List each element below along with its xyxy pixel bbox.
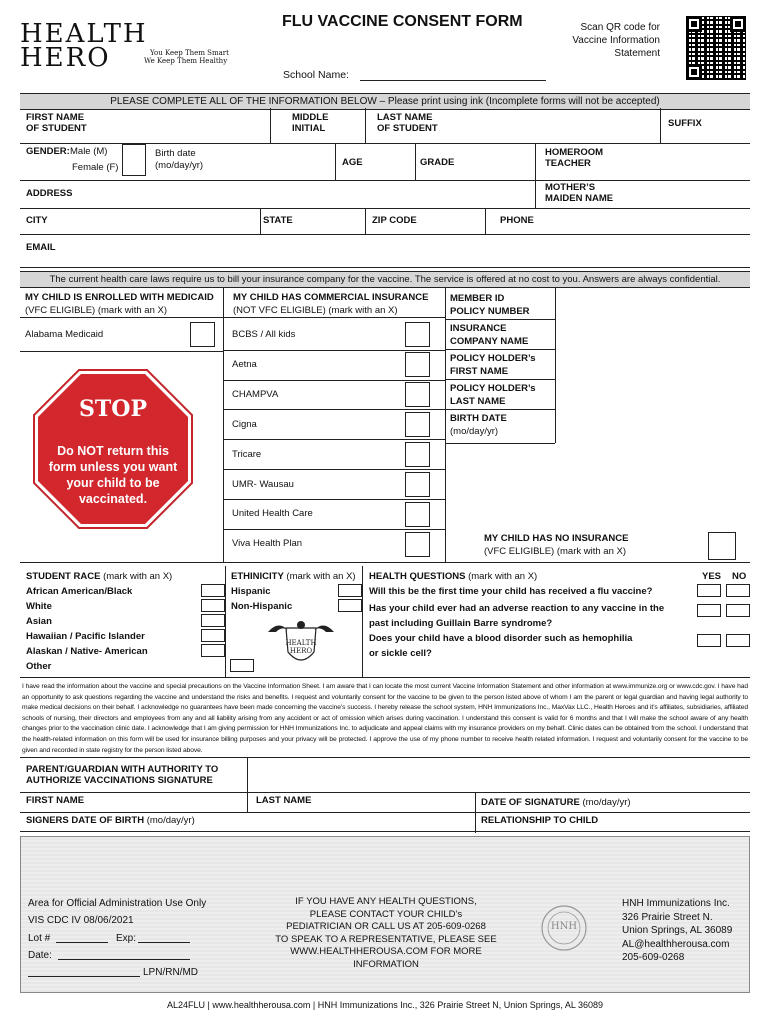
stop-message: Do NOT return this form unless you want your child to be vaccinated. <box>48 444 178 506</box>
commercial-option-viva: Viva Health Plan <box>232 538 303 549</box>
gender-label: GENDER: <box>26 146 70 157</box>
logo-line-2: HERO <box>20 43 111 73</box>
zip-code-label: ZIP CODE <box>372 215 417 226</box>
address-input[interactable] <box>80 182 530 208</box>
city-label: CITY <box>26 215 48 226</box>
commercial-option-tricare: Tricare <box>232 449 262 460</box>
no-insurance-subheading: (VFC ELIGIBLE) (mark with an X) <box>484 546 627 557</box>
commercial-heading: MY CHILD HAS COMMERCIAL INSURANCE <box>233 292 429 303</box>
commercial-option-united: United Health Care <box>232 508 313 519</box>
commercial-option-champva: CHAMPVA <box>232 389 279 400</box>
health-hero-emblem-icon <box>262 618 340 672</box>
race-option-other: Other <box>26 661 52 672</box>
first-name-label: FIRST NAME OF STUDENT <box>26 112 87 134</box>
policy-holder-first-label: POLICY HOLDER’s FIRST NAME <box>450 353 536 377</box>
hnh-seal-icon <box>540 904 588 952</box>
race-option-asian: Asian <box>26 616 52 627</box>
gender-female-label: Female (F) <box>72 162 119 173</box>
lot-label: Lot # <box>28 933 51 944</box>
company-street: 326 Prairie Street N. <box>622 911 713 923</box>
admin-date-field[interactable] <box>58 959 190 960</box>
health-question-1: Will this be the first time your child has received a flu vaccine? <box>369 586 653 597</box>
race-heading: STUDENT RACE (mark with an X) <box>26 571 173 582</box>
footer: AL24FLU | www.healthherousa.com | HNH Immunizations Inc., 326 Prairie Street N, Union Springs, AL 36089 <box>166 1000 604 1010</box>
member-fields-input-area[interactable] <box>555 287 750 443</box>
race-checkbox-alaskan[interactable] <box>201 644 225 657</box>
commercial-checkbox-champva[interactable] <box>405 382 430 407</box>
health-q1-yes-checkbox[interactable] <box>697 584 721 597</box>
gender-checkbox[interactable] <box>122 144 146 176</box>
commercial-option-bcbs: BCBS / All kids <box>232 329 296 340</box>
stop-sign-icon <box>32 368 194 530</box>
health-q2-no-checkbox[interactable] <box>726 604 750 617</box>
exp-label: Exp: <box>116 933 137 944</box>
commercial-option-cigna: Cigna <box>232 419 257 430</box>
stop-title: STOP <box>79 396 147 422</box>
school-name-field[interactable] <box>360 80 546 81</box>
health-questions-heading: HEALTH QUESTIONS (mark with an X) <box>369 571 538 582</box>
race-option-alaskan: Alaskan / Native- American <box>26 646 148 657</box>
mothers-maiden-name-label: MOTHER’S MAIDEN NAME <box>545 182 614 204</box>
insurance-notice-bar: The current health care laws require us to bill your insurance company for the vaccine. The service is offered at no cost to you. Answers are always confidential. <box>20 271 750 288</box>
phone-label: PHONE <box>500 215 534 226</box>
company-address <box>622 897 732 965</box>
race-checkbox-white[interactable] <box>201 599 225 612</box>
signer-last-name-label: LAST NAME <box>256 795 312 806</box>
form-title: FLU VACCINE CONSENT FORM <box>282 13 523 30</box>
suffix-label: SUFFIX <box>668 118 702 129</box>
race-option-hawaiian: Hawaiian / Pacific Islander <box>26 631 145 642</box>
medicaid-subheading: (VFC ELIGIBLE) (mark with an X) <box>25 305 168 316</box>
ethnicity-checkbox-non-hispanic[interactable] <box>338 599 362 612</box>
school-name-label: School Name: <box>283 69 349 81</box>
race-option-african-american: African American/Black <box>26 586 133 597</box>
commercial-checkbox-bcbs[interactable] <box>405 322 430 347</box>
medicaid-option-label: Alabama Medicaid <box>25 329 104 340</box>
commercial-checkbox-united[interactable] <box>405 502 430 527</box>
commercial-checkbox-cigna[interactable] <box>405 412 430 437</box>
commercial-option-umr: UMR- Wausau <box>232 479 294 490</box>
address-label: ADDRESS <box>26 188 73 199</box>
lpn-signature-field[interactable] <box>28 976 140 977</box>
gender-male-label: Male (M) <box>70 146 108 157</box>
grade-label: GRADE <box>420 157 455 168</box>
logo-tagline-2: We Keep Them Healthy <box>144 57 228 65</box>
company-city: Union Springs, AL 36089 <box>622 925 733 936</box>
admin-date-label: Date: <box>28 950 52 961</box>
commercial-checkbox-tricare[interactable] <box>405 442 430 467</box>
company-name: HNH Immunizations Inc. <box>622 898 730 909</box>
race-checkbox-hawaiian[interactable] <box>201 629 225 642</box>
commercial-option-aetna: Aetna <box>232 359 257 370</box>
ethnicity-option-non-hispanic: Non-Hispanic <box>231 601 293 612</box>
guardian-signature-label: PARENT/GUARDIAN WITH AUTHORITY TO AUTHORIZE VACCINATIONS SIGNATURE <box>26 764 219 786</box>
medicaid-checkbox[interactable] <box>190 322 215 347</box>
health-yes-label: YES <box>702 571 722 582</box>
first-name-input[interactable] <box>90 110 268 141</box>
vis-version: VIS CDC IV 08/06/2021 <box>28 915 134 926</box>
signer-dob-label: SIGNERS DATE OF BIRTH (mo/day/yr) <box>26 815 195 826</box>
medicaid-heading: MY CHILD IS ENROLLED WITH MEDICAID <box>25 292 214 303</box>
svg-text:HEALTH: HEALTH <box>285 639 317 647</box>
member-id-label: MEMBER ID POLICY NUMBER <box>450 293 530 317</box>
exp-field[interactable] <box>138 942 190 943</box>
signer-first-name-label: FIRST NAME <box>26 795 85 806</box>
qr-caption-line-2: Vaccine Information <box>572 35 660 46</box>
logo-tagline-1: You Keep Them Smart <box>150 49 229 57</box>
race-checkbox-african-american[interactable] <box>201 584 225 597</box>
contact-info: IF YOU HAVE ANY HEALTH QUESTIONS, PLEASE CONTACT YOUR CHILD’s PEDIATRICIAN OR CALL US AT 205-609-0268 TO SPEAK TO A REPRESENTATIVE, PLEASE SEE WWW.HEALTHHEROUSA.COM FOR MORE INFORMATION <box>275 896 497 970</box>
race-checkbox-asian[interactable] <box>201 614 225 627</box>
insurance-company-label: INSURANCE COMPANY NAME <box>450 323 529 347</box>
relationship-label: RELATIONSHIP TO CHILD <box>481 815 599 826</box>
health-no-label: NO <box>732 571 747 582</box>
lot-field[interactable] <box>56 942 108 943</box>
policy-holder-birth-label: BIRTH DATE (mo/day/yr) <box>450 413 507 437</box>
guardian-signature-input[interactable] <box>250 759 748 790</box>
logo <box>20 19 230 73</box>
no-insurance-checkbox[interactable] <box>708 532 736 560</box>
official-use-title: Area for Official Administration Use Only <box>28 898 207 909</box>
lpn-label: LPN/RN/MD <box>143 967 199 978</box>
svg-text:HERO: HERO <box>289 647 313 655</box>
policy-holder-last-label: POLICY HOLDER’s LAST NAME <box>450 383 536 407</box>
ethnicity-checkbox-hispanic[interactable] <box>338 584 362 597</box>
qr-caption-line-3: Statement <box>614 48 660 59</box>
commercial-checkbox-umr[interactable] <box>405 472 430 497</box>
ethnicity-option-hispanic: Hispanic <box>231 586 271 597</box>
signature-date-label: DATE OF SIGNATURE (mo/day/yr) <box>481 797 631 808</box>
qr-caption <box>540 21 660 60</box>
consent-statement: I have read the information about the vaccine and special precautions on the Vaccine Information Sheet. I am aware that I can locate the most current Vaccine Information Statement and other information at www.immunize.org or www.cdc.gov. I have had an opportunity to ask questions regarding the vaccine and understand the risks and benefits. I request and voluntarily consent for the vaccine to be given to the person listed above of whom I am the parent or legal guardian and having legal authority to make medical decisions on their behalf. I acknowledge no guarantees have been made concerning the vaccine’s success. I hereby release the school system, HNH Immunizations Inc., MaxVax LLC., Health Heroes and it’s affiliates, subsidiaries, affiliated schools of nursing, their directors and employees from any and all liability arising from any accident or act of omission which arises during vaccination. I understand this consent is valid for 6 months and that I will make the school aware of any health changes prior to the vaccination clinic date. I acknowledge that I am giving permission for HNH Immunizations Inc. to adjudicate and appeal claims with my insurance providers on my behalf. Clinic dates can be obtained from the school. I understand that the health-related information on this form will be used for insurance billing purposes and your privacy will be protected. I approve the use of my phone number to receive health related information. I request and voluntarily consent for the vaccine to be given and recorded in state registry for the person listed above. <box>22 683 748 754</box>
company-phone: 205-609-0268 <box>622 952 685 963</box>
commercial-checkbox-viva[interactable] <box>405 532 430 557</box>
race-option-white: White <box>26 601 52 612</box>
race-checkbox-other[interactable] <box>230 659 254 672</box>
health-q3-no-checkbox[interactable] <box>726 634 750 647</box>
ethnicity-heading: ETHINICITY (mark with an X) <box>231 571 356 582</box>
health-q2-yes-checkbox[interactable] <box>697 604 721 617</box>
last-name-input[interactable] <box>440 110 658 141</box>
no-insurance-heading: MY CHILD HAS NO INSURANCE <box>484 533 629 544</box>
health-q3-yes-checkbox[interactable] <box>697 634 721 647</box>
email-input[interactable] <box>70 236 748 266</box>
health-q1-no-checkbox[interactable] <box>726 584 750 597</box>
logo-line-1: HEALTH <box>20 19 148 49</box>
commercial-subheading: (NOT VFC ELIGIBLE) (mark with an X) <box>233 305 398 316</box>
age-label: AGE <box>342 157 363 168</box>
last-name-label: LAST NAME OF STUDENT <box>377 112 438 134</box>
state-label: STATE <box>263 215 293 226</box>
health-question-2: Has your child ever had an adverse reaction to any vaccine in the past including Guillain Barre syndrome? <box>369 603 665 629</box>
company-email[interactable]: AL@healthherousa.com <box>622 938 730 950</box>
hnh-seal-text: HNH <box>550 921 578 932</box>
qr-code-icon[interactable] <box>686 16 746 80</box>
health-question-3: Does your child have a blood disorder such as hemophilia or sickle cell? <box>369 633 633 659</box>
middle-initial-label: MIDDLE INITIAL <box>292 112 329 134</box>
instructions-bar: PLEASE COMPLETE ALL OF THE INFORMATION BELOW – Please print using ink (Incomplete forms will not be accepted) <box>20 93 750 110</box>
email-label: EMAIL <box>26 242 56 253</box>
homeroom-teacher-label: HOMEROOM TEACHER <box>545 147 604 169</box>
birth-date-label: Birth date (mo/day/yr) <box>155 148 204 171</box>
commercial-checkbox-aetna[interactable] <box>405 352 430 377</box>
qr-caption-line-1: Scan QR code for <box>580 22 660 33</box>
